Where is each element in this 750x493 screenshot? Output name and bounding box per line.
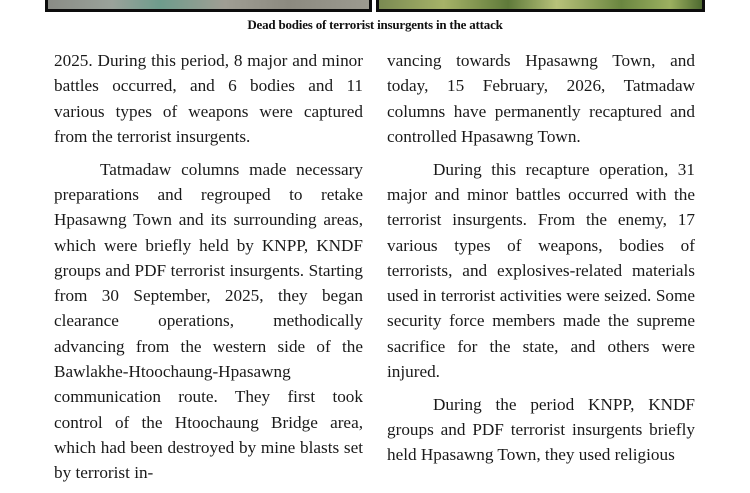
- attack-photo-right: [376, 0, 705, 12]
- article-column-left: [54, 48, 363, 493]
- article-column-right: [387, 48, 695, 475]
- paragraph: vancing towards Hpasawng Town, and today, 15 February, 2026, Tatmadaw columns have permanently recaptured and controlled Hpasawng Town.: [387, 51, 695, 146]
- paragraph: 2025. During this period, 8 major and minor battles occurred, and 6 bodies and 11 various types of weapons were captured from the terrorist insurgents.: [54, 51, 363, 146]
- figure-caption: Dead bodies of terrorist insurgents in the attack: [247, 17, 503, 32]
- paragraph: During the period KNPP, KNDF groups and PDF terrorist insurgents briefly held Hpasawng Town, they used religious: [387, 394, 695, 465]
- paragraph: During this recapture operation, 31 major and minor battles occurred with the terrorist insurgents. From the enemy, 17 various types of weapons, bodies of terrorists, and explosives-related materials used in terrorist activities were seized. Some security force members made the supreme sacrifice for the state, and others were injured.: [387, 159, 695, 382]
- attack-photo-left: [45, 0, 372, 12]
- paragraph: Tatmadaw columns made necessary preparations and regrouped to retake Hpasawng Town and its surrounding areas, which were briefly held by KNPP, KNDF groups and PDF terrorist insurgents. Starting from 30 September, 2025, they began clearance operations, methodically advancing from the western side of the Bawlakhe-Htoochaung-Hpasawng communication route. They first took control of the Htoochaung Bridge area, which had been destroyed by mine blasts set by terrorist in-: [54, 159, 363, 483]
